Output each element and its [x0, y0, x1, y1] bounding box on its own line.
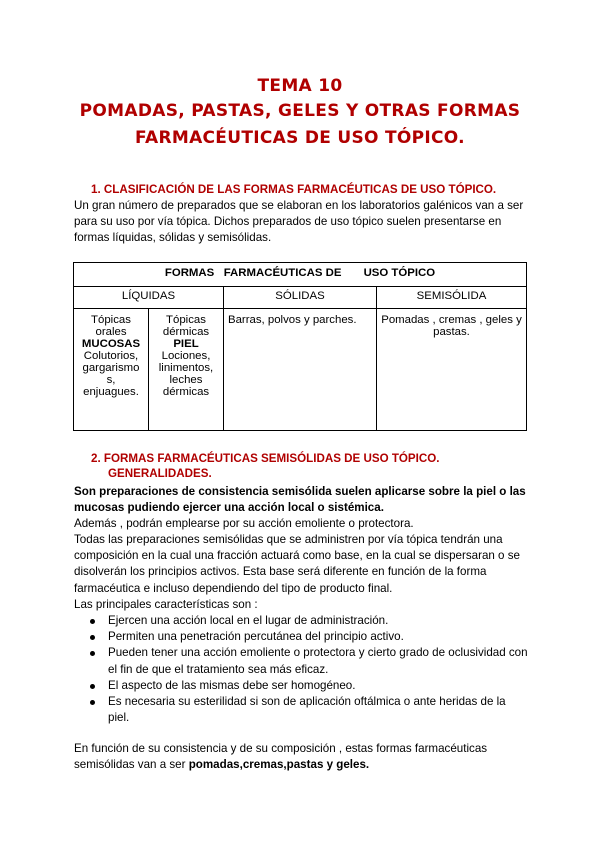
column-semisolida: SEMISÓLIDA: [377, 287, 527, 309]
bullet-icon: [90, 619, 95, 624]
cell-topicas-dermicas: [149, 309, 224, 431]
section2-heading-cont: GENERALIDADES.: [108, 467, 212, 480]
mucosas-items: Colutorios, gargarismo s, enjuagues.: [82, 350, 140, 398]
column-liquidas: LÍQUIDAS: [74, 287, 224, 309]
bullet-icon: [90, 700, 95, 705]
section1-heading: 1. CLASIFICACIÓN DE LAS FORMAS FARMACÉUTICAS DE USO TÓPICO.: [91, 183, 497, 196]
bullet-icon: [90, 684, 95, 689]
forms-table: [73, 262, 527, 431]
section2-para2: Todas las preparaciones semisólidas que se administren por vía tópica tendrán una composición en la cual una fracción actuará como base, en la cual se dispersaran o se disolverán los principios activos. Esta base será diferente en función de la forma farmacéutica e incluso dependiendo del tipo de producto final.: [74, 533, 520, 595]
list-item: Permiten una penetración percutánea del principio activo.: [82, 629, 530, 645]
cell-semisolida: Pomadas , cremas , geles y pastas.: [377, 309, 527, 431]
bullet-icon: [90, 651, 95, 656]
column-solidas: SÓLIDAS: [224, 287, 377, 309]
section2-bold-intro: Son preparaciones de consistencia semisólida suelen aplicarse sobre la piel o las mucosas pudiendo ejercer una acción local o sistémica.: [74, 485, 526, 515]
list-item: El aspecto de las mismas debe ser homogéneo.: [82, 678, 530, 694]
cell-solidas: Barras, polvos y parches.: [224, 309, 377, 431]
section2-heading: 2. FORMAS FARMACÉUTICAS SEMISÓLIDAS DE USO TÓPICO.: [91, 452, 440, 465]
table-header: FORMAS FARMACÉUTICAS DE USO TÓPICO: [74, 263, 527, 287]
list-item: Pueden tener una acción emoliente o protectora y cierto grado de oclusividad con el fin de que el tratamiento sea más eficaz.: [82, 645, 530, 677]
list-item: Ejercen una acción local en el lugar de administración.: [82, 613, 530, 629]
mucosas-label: MUCOSAS: [81, 338, 141, 350]
section1-intro: Un gran número de preparados que se elaboran en los laboratorios galénicos van a ser para su uso por vía tópica. Dichos preparados de uso tópico suelen presentarse en formas líquidas, sólidas y semisólidas.: [74, 199, 524, 245]
piel-label: PIEL: [173, 338, 199, 350]
piel-items: Lociones, linimentos, leches dérmicas: [158, 350, 214, 398]
doc-subtitle-line1: POMADAS, PASTAS, GELES Y OTRAS FORMAS: [79, 101, 521, 121]
topicas-dermicas-label: Tópicas dérmicas: [162, 314, 210, 338]
section2-para3: Las principales características son :: [74, 598, 258, 611]
section2-closing: En función de su consistencia y de su composición , estas formas farmacéuticas semisólidas van a ser pomadas,cremas,pastas y geles.: [74, 742, 488, 772]
characteristics-list: [82, 613, 530, 726]
bullet-icon: [90, 635, 95, 640]
section2-para1: Además , podrán emplearse por su acción emoliente o protectora.: [74, 517, 414, 530]
doc-title: TEMA 10: [257, 76, 343, 96]
topicas-orales-label: Tópicas orales: [91, 314, 131, 338]
list-item: Es necesaria su esterilidad si son de aplicación oftálmica o ante heridas de la piel.: [82, 694, 530, 726]
cell-topicas-orales: [74, 309, 149, 431]
doc-subtitle-line2: FARMACÉUTICAS DE USO TÓPICO.: [135, 128, 465, 148]
